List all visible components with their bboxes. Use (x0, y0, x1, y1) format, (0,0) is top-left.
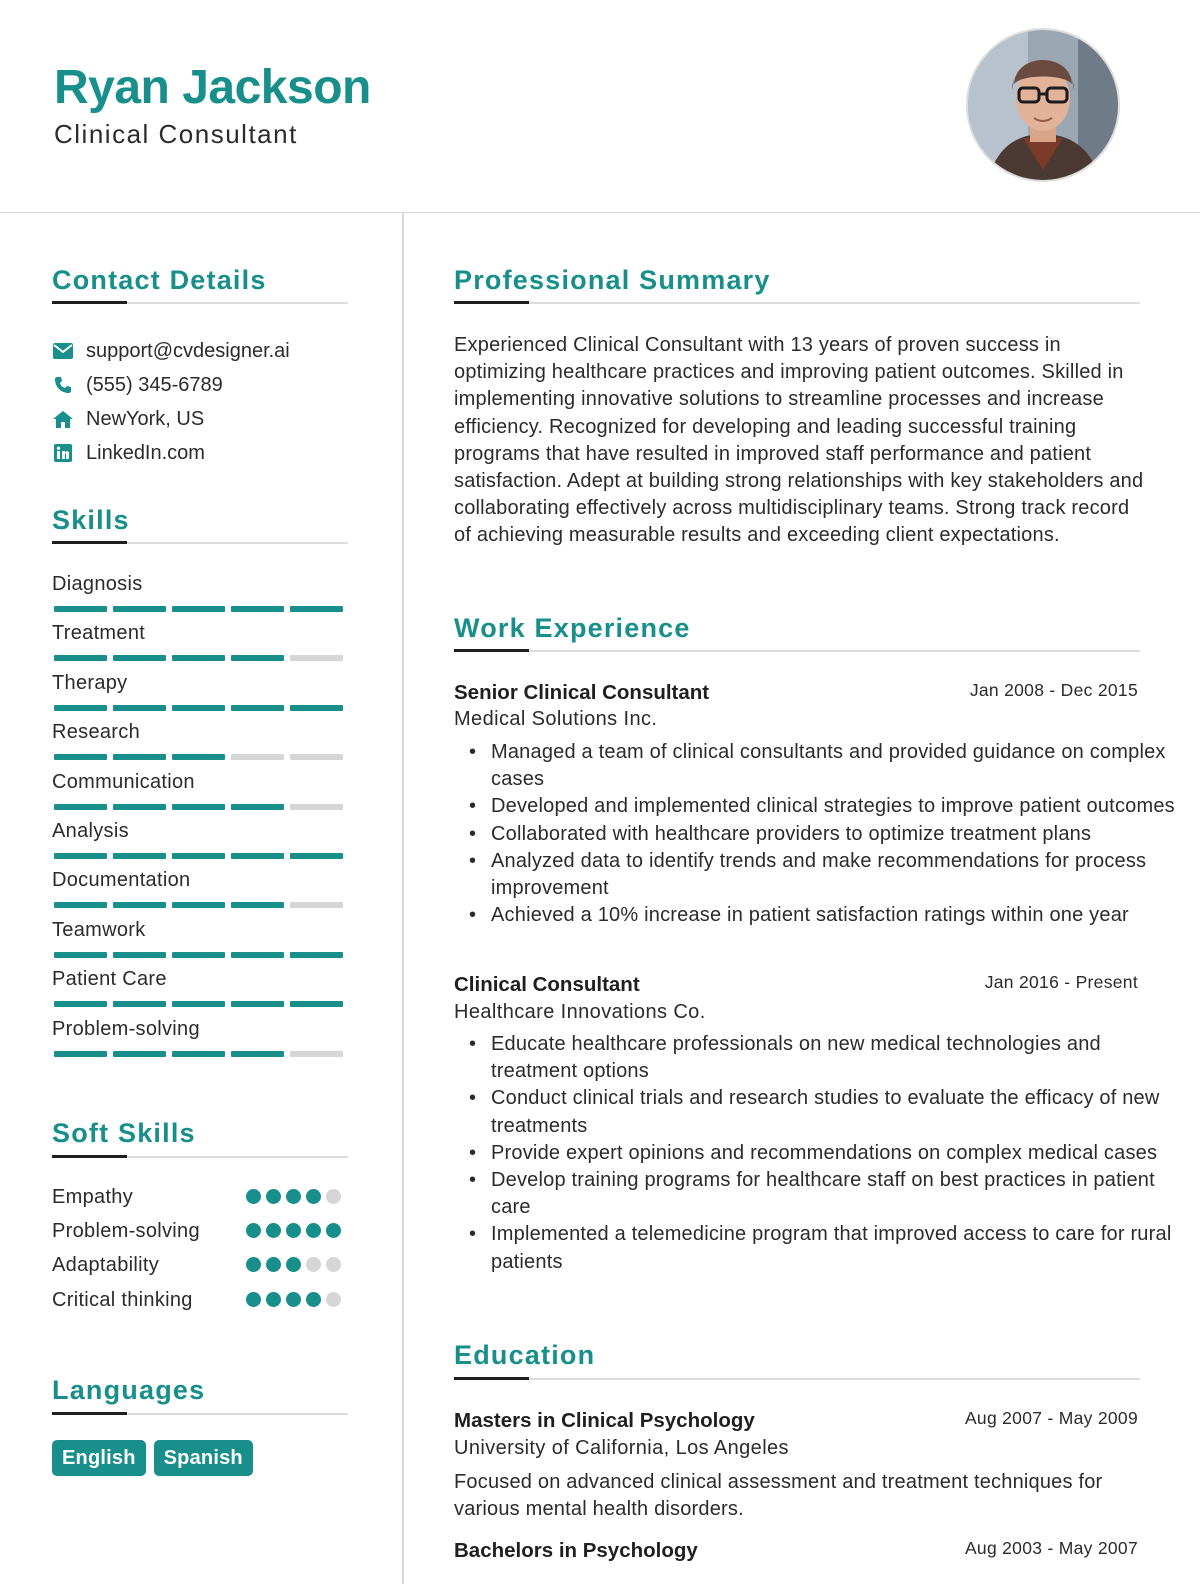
skill-label: Diagnosis (52, 573, 143, 595)
experience-section-rule (454, 650, 1140, 652)
language-badge: English (52, 1440, 146, 1476)
resume-header (0, 0, 1200, 213)
contact-phone-text: (555) 345-6789 (86, 373, 223, 396)
skill-label: Treatment (52, 622, 146, 645)
skill-row (52, 572, 348, 596)
rating-dot (266, 1292, 281, 1307)
skill-label: Teamwork (52, 918, 146, 941)
skill-level-bar (54, 952, 343, 958)
job-dates: Jan 2016 - Present (984, 972, 1138, 992)
soft-skill-label: Problem-solving (52, 1220, 200, 1243)
soft-skill-row (52, 1252, 348, 1278)
rating-dot (286, 1292, 301, 1307)
skill-label: Communication (52, 770, 195, 793)
skill-level-segment (290, 952, 343, 958)
candidate-role: Clinical Consultant (54, 119, 298, 149)
languages-section-title: Languages (52, 1375, 206, 1405)
skill-level-segment (231, 705, 284, 711)
soft-skill-label: Adaptability (52, 1254, 159, 1277)
job-title: Clinical Consultant (454, 973, 640, 996)
contact-email[interactable] (52, 338, 290, 364)
skill-label: Problem-solving (52, 1017, 200, 1040)
skill-level-bar (54, 655, 343, 661)
skill-row (52, 967, 348, 991)
skill-row (52, 671, 348, 695)
rating-dot (286, 1257, 301, 1272)
phone-icon (52, 374, 74, 396)
rating-dot (326, 1257, 341, 1272)
soft-skill-rating (246, 1257, 341, 1272)
skill-level-segment (172, 952, 225, 958)
skill-level-segment (231, 1051, 284, 1057)
skill-level-segment (54, 705, 107, 711)
job-company: Healthcare Innovations Co. (454, 1001, 706, 1023)
skill-row (52, 918, 348, 942)
skill-level-segment (54, 902, 107, 908)
skills-section-rule (52, 542, 348, 544)
rating-dot (306, 1257, 321, 1272)
rating-dot (246, 1257, 261, 1272)
contact-section-rule (52, 302, 348, 304)
job-company: Medical Solutions Inc. (454, 708, 658, 730)
skill-level-segment (231, 902, 284, 908)
skill-level-segment (113, 804, 166, 810)
summary-section-rule (454, 302, 1140, 304)
skill-row (52, 819, 348, 843)
skill-level-segment (231, 754, 284, 760)
rating-dot (306, 1189, 321, 1204)
skill-row (52, 868, 348, 892)
skill-level-segment (54, 1001, 107, 1007)
education-degree: Masters in Clinical Psychology (454, 1409, 755, 1432)
skill-level-segment (172, 804, 225, 810)
skill-level-bar (54, 754, 343, 760)
education-school: University of California, Los Angeles (454, 1437, 789, 1459)
skill-row (52, 720, 348, 744)
skill-level-segment (290, 1051, 343, 1057)
rating-dot (326, 1292, 341, 1307)
skill-level-segment (172, 1001, 225, 1007)
job-title: Senior Clinical Consultant (454, 681, 710, 704)
soft-skills-section-rule (52, 1156, 348, 1158)
candidate-name: Ryan Jackson (54, 61, 371, 114)
profile-photo (966, 28, 1120, 182)
skill-level-segment (172, 1051, 225, 1057)
skill-level-segment (54, 952, 107, 958)
skill-level-segment (231, 1001, 284, 1007)
skill-level-segment (113, 655, 166, 661)
rating-dot (326, 1223, 341, 1238)
contact-location (52, 406, 204, 432)
job-bullets (454, 1031, 1185, 1276)
skill-level-segment (172, 853, 225, 859)
skill-level-segment (290, 853, 343, 859)
skill-label: Documentation (52, 869, 191, 892)
job-bullet: • Achieved a 10% increase in patient satisfaction ratings within one year (491, 902, 1185, 929)
skill-level-segment (290, 655, 343, 661)
rating-dot (246, 1292, 261, 1307)
language-badge: Spanish (154, 1440, 253, 1476)
skill-label: Therapy (52, 671, 128, 694)
skill-row (52, 770, 348, 794)
education-section-rule (454, 1378, 1140, 1380)
skill-level-bar (54, 804, 343, 810)
rating-dot (266, 1257, 281, 1272)
experience-section-title: Work Experience (454, 613, 691, 643)
language-badges (52, 1440, 253, 1476)
skill-level-segment (172, 902, 225, 908)
skill-row (52, 621, 348, 645)
skill-level-segment (290, 606, 343, 612)
skill-level-segment (231, 952, 284, 958)
skill-level-segment (113, 606, 166, 612)
contact-location-text: NewYork, US (86, 407, 205, 430)
education-degree: Bachelors in Psychology (454, 1539, 698, 1562)
skill-level-segment (290, 705, 343, 711)
soft-skill-row (52, 1184, 348, 1210)
envelope-icon (52, 340, 74, 362)
skill-level-segment (231, 655, 284, 661)
skill-level-bar (54, 606, 343, 612)
skill-level-segment (290, 902, 343, 908)
rating-dot (286, 1189, 301, 1204)
education-description: Focused on advanced clinical assessment and treatment techniques for various mental health disorders. (454, 1471, 1103, 1520)
job-bullet: • Managed a team of clinical consultants and provided guidance on complex cases (491, 739, 1185, 793)
skill-label: Patient Care (52, 968, 167, 991)
summary-text: Experienced Clinical Consultant with 13 years of proven success in optimizing healthcare practices and improving patient outcomes. Skilled in implementing innovative solutions to streamline processes and increase efficiency. Recognized for developing and leading successful training programs that have resulted in improved staff performance and patient satisfaction. Adept at building strong relationships with key stakeholders and collaborating effectively across multidisciplinary teams. Strong track record of achieving measurable results and exceeding client expectations. (454, 334, 1144, 547)
skills-section-title: Skills (52, 505, 130, 535)
soft-skill-label: Critical thinking (52, 1288, 193, 1311)
job-bullet: • Developed and implemented clinical strategies to improve patient outcomes (491, 793, 1185, 820)
skill-level-segment (290, 754, 343, 760)
job-bullet: • Implemented a telemedicine program that improved access to care for rural patients (491, 1221, 1185, 1275)
rating-dot (306, 1223, 321, 1238)
linkedin-icon (52, 442, 74, 464)
job-bullets (454, 739, 1185, 929)
rating-dot (306, 1292, 321, 1307)
job-bullet: • Educate healthcare professionals on new medical technologies and treatment options (491, 1031, 1185, 1085)
contact-phone[interactable] (52, 372, 223, 398)
skill-level-segment (54, 606, 107, 612)
rating-dot (286, 1223, 301, 1238)
job-bullet: • Conduct clinical trials and research studies to evaluate the efficacy of new treatments (491, 1085, 1185, 1139)
skill-level-segment (113, 754, 166, 760)
skill-level-segment (113, 952, 166, 958)
skill-level-segment (113, 1001, 166, 1007)
skill-level-bar (54, 1051, 343, 1057)
rating-dot (326, 1189, 341, 1204)
job-bullet: • Collaborated with healthcare providers to optimize treatment plans (491, 821, 1185, 848)
languages-section-rule (52, 1413, 348, 1415)
skill-level-segment (172, 606, 225, 612)
skill-level-segment (231, 853, 284, 859)
job-bullet: • Develop training programs for healthcare staff on best practices in patient care (491, 1167, 1185, 1221)
skill-level-segment (54, 1051, 107, 1057)
skill-row (52, 1017, 348, 1041)
skill-level-segment (54, 655, 107, 661)
skill-level-segment (113, 902, 166, 908)
soft-skill-rating (246, 1292, 341, 1307)
rating-dot (266, 1189, 281, 1204)
soft-skills-section-title: Soft Skills (52, 1118, 196, 1148)
soft-skill-row (52, 1218, 348, 1244)
skill-level-segment (172, 655, 225, 661)
soft-skill-rating (246, 1223, 341, 1238)
contact-linkedin-text: LinkedIn.com (86, 441, 205, 464)
skill-level-segment (231, 606, 284, 612)
skill-level-bar (54, 705, 343, 711)
skill-level-segment (113, 853, 166, 859)
soft-skill-rating (246, 1189, 341, 1204)
skill-level-segment (54, 853, 107, 859)
education-dates: Aug 2007 - May 2009 (964, 1408, 1138, 1428)
rating-dot (246, 1189, 261, 1204)
column-divider (402, 212, 404, 1584)
skill-level-segment (290, 804, 343, 810)
education-section-title: Education (454, 1340, 596, 1370)
skill-level-segment (113, 705, 166, 711)
job-bullet: • Analyzed data to identify trends and make recommendations for process improvement (491, 848, 1185, 902)
skill-level-segment (113, 1051, 166, 1057)
skill-level-segment (172, 754, 225, 760)
job-dates: Jan 2008 - Dec 2015 (969, 680, 1138, 700)
skill-level-segment (54, 754, 107, 760)
soft-skill-row (52, 1287, 348, 1313)
skill-label: Research (52, 721, 140, 744)
contact-section-title: Contact Details (52, 265, 267, 295)
skill-level-segment (54, 804, 107, 810)
skill-level-bar (54, 1001, 343, 1007)
soft-skill-label: Empathy (52, 1186, 134, 1208)
contact-linkedin[interactable] (52, 440, 205, 466)
rating-dot (246, 1223, 261, 1238)
contact-email-text: support@cvdesigner.ai (86, 339, 290, 362)
skill-level-bar (54, 853, 343, 859)
skill-level-segment (231, 804, 284, 810)
home-icon (52, 408, 74, 430)
skill-level-bar (54, 902, 343, 908)
summary-section-title: Professional Summary (454, 265, 771, 295)
skill-level-segment (290, 1001, 343, 1007)
skill-level-segment (172, 705, 225, 711)
rating-dot (266, 1223, 281, 1238)
job-bullet: • Provide expert opinions and recommendations on complex medical cases (491, 1140, 1185, 1167)
education-dates: Aug 2003 - May 2007 (964, 1538, 1138, 1558)
skill-label: Analysis (52, 820, 129, 842)
